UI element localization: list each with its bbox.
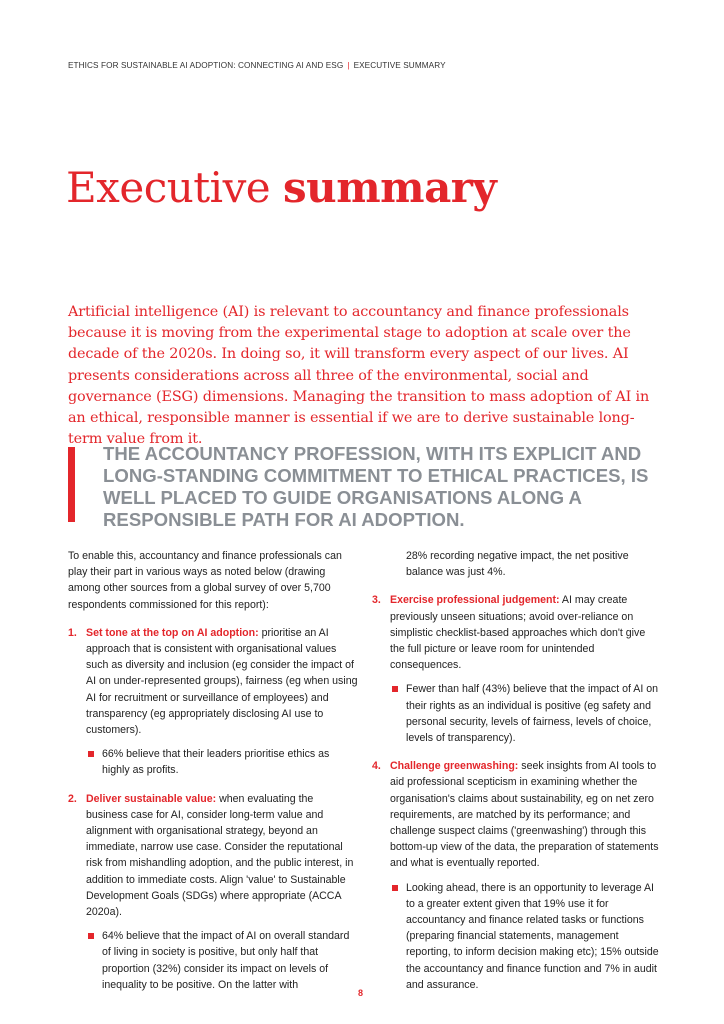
running-header (68, 61, 446, 70)
bullet-text: Fewer than half (43%) believe that the impact of AI on their rights as an individual is positive (eg safety and personal security, levels of fairness, levels of choice, levels of transparency). (406, 683, 659, 745)
bullet-text: 64% believe that the impact of AI on overall standard of living in society is positive, but only half that proportion (32%) consider its impact on levels of inequality to be positive. On the latter with (102, 930, 350, 991)
item-bullet (390, 681, 662, 746)
item-text: prioritise an AI approach that is consistent with organisational values such as diversity and inclusion (eg consider the impact of AI on under-represented groups), fairness (eg when using AI for recruitment or surveillance of employees) and transparency (eg appropriately disclosing AI use to customers). (86, 626, 358, 737)
bullet-square-icon (88, 751, 94, 757)
item-bullet (390, 880, 662, 993)
item-number: 1. (68, 626, 77, 639)
page-title (66, 163, 496, 212)
item-lead: Challenge greenwashing: (390, 760, 519, 773)
header-section-title: EXECUTIVE SUMMARY (353, 61, 446, 70)
page-title-light: Executive (66, 163, 271, 212)
list-item-3 (372, 592, 662, 746)
pull-quote-bar (68, 447, 75, 522)
bullet-square-icon (392, 885, 398, 891)
bullet-square-icon (88, 933, 94, 939)
bullet-square-icon (392, 686, 398, 692)
item-number: 4. (372, 760, 381, 773)
bullet-continuation: 28% recording negative impact, the net positive balance was just 4%. (406, 550, 629, 579)
right-column (372, 548, 662, 993)
left-column (68, 548, 358, 993)
body-intro: To enable this, accountancy and finance professionals can play their part in various ways as noted below (drawing among other sources from a global survey of over 5,700 respondents commissioned for this report): (68, 550, 342, 611)
item-number: 3. (372, 594, 381, 607)
header-separator: | (347, 61, 350, 70)
item-number: 2. (68, 792, 77, 805)
page-title-bold: summary (283, 163, 497, 212)
list-item-4 (372, 758, 662, 993)
item-text: AI may create previously unseen situations; avoid over-reliance on simplistic checklist-based approaches which don't give the full picture or leave room for unintended consequences. (390, 594, 646, 672)
item-lead: Set tone at the top on AI adoption: (86, 626, 259, 639)
item-bullet (86, 928, 358, 993)
header-publication-title: ETHICS FOR SUSTAINABLE AI ADOPTION: CONNECTING AI AND ESG (68, 61, 344, 70)
list-item-1 (68, 625, 358, 779)
pull-quote: THE ACCOUNTANCY PROFESSION, WITH ITS EXPLICIT AND LONG-STANDING COMMITMENT TO ETHICAL PRACTICES, IS WELL PLACED TO GUIDE ORGANISATIONS ALONG A RESPONSIBLE PATH FOR AI ADOPTION. (103, 443, 649, 530)
page-number: 8 (358, 988, 364, 998)
item-text: seek insights from AI tools to aid professional scepticism in examining whether the organisation's claims about sustainability, eg on net zero requirements, are matched by its performance; and challenge suspect claims ('greenwashing') through this bottom-up view of the data, the preparation of statements and what is eventually reported. (390, 760, 659, 870)
item-bullet (86, 746, 358, 778)
list-item-2 (68, 791, 358, 993)
item-lead: Deliver sustainable value: (86, 792, 217, 805)
item-lead: Exercise professional judgement: (390, 594, 560, 607)
item-text: when evaluating the business case for AI, consider long-term value and alignment with organisational strategy, beyond an immediate, narrow use case. Consider the reputational risk from mishandling adoption, and the public interest, in addition to immediate costs. Align 'value' to Sustainable Development Goals (SDGs) where appropriate (ACCA 2020a). (86, 792, 354, 919)
bullet-text: 66% believe that their leaders prioritise ethics as highly as profits. (102, 748, 330, 777)
intro-paragraph: Artificial intelligence (AI) is relevant to accountancy and finance professionals because it is moving from the experimental stage to adoption at scale over the decade of the 2020s. In doing so, it will transform every aspect of our lives. AI presents considerations across all three of the environmental, social and governance (ESG) dimensions. Managing the transition to mass adoption of AI in an ethical, responsible manner is essential if we are to derive sustainable long-term value from it. (68, 304, 650, 448)
bullet-text: Looking ahead, there is an opportunity to leverage AI to a greater extent given that 19% use it for accountancy and finance related tasks or functions (preparing financial statements, management reporting, to inform decision making etc); 15% outside the accountancy and finance function and 7% in audit and assurance. (406, 881, 659, 991)
